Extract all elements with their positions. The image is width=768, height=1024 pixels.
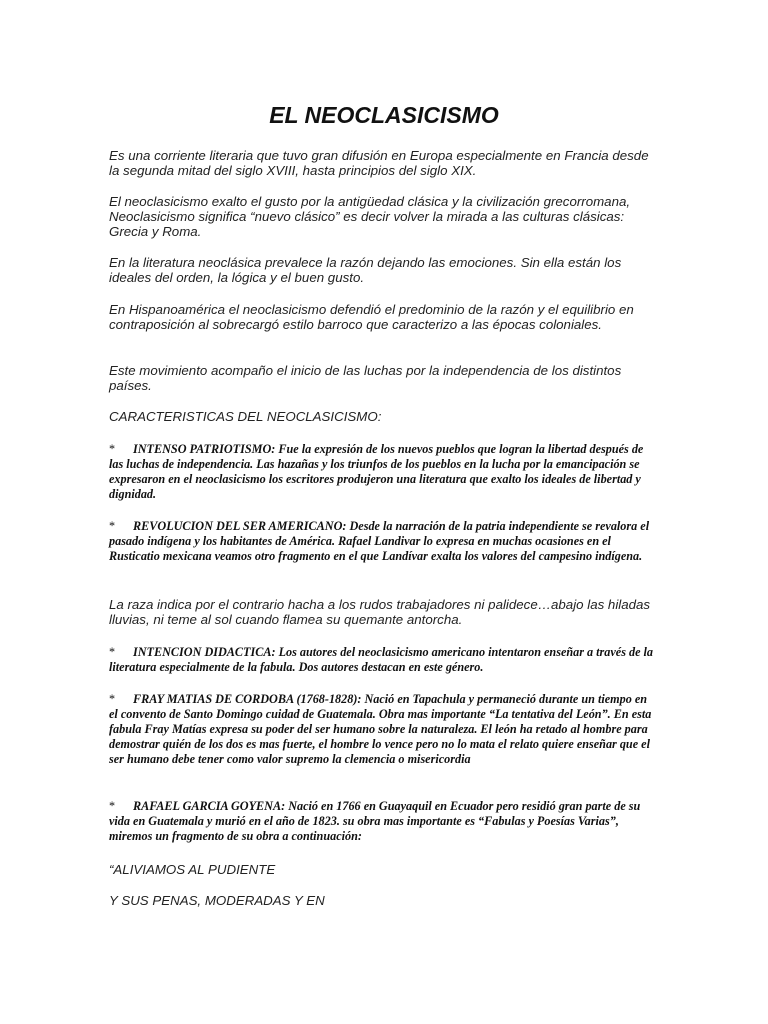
paragraph-antiquity: El neoclasicismo exalto el gusto por la antigüedad clásica y la civilización grecorromana, Neoclasicismo significa “nuevo clásico” es decir volver la mirada a las culturas clásicas: Grecia y Roma. <box>109 194 631 239</box>
bullet-item-fray-matias <box>109 692 657 767</box>
bullet-marker: * <box>109 645 116 659</box>
verse-line-1: “ALIVIAMOS AL PUDIENTE <box>109 862 276 877</box>
document-title: EL NEOCLASICISMO <box>269 102 499 128</box>
section-heading: CARACTERISTICAS DEL NEOCLASICISMO: <box>109 409 382 424</box>
bullet-text: FRAY MATIAS DE CORDOBA (1768-1828): Nació en Tapachula y permaneció durante un tiempo en el convento de Santo Domingo cuidad de Guatemala. Obra mas importante “La tentativa del León”. En esta fabula Fray Matías expresa su poder del ser humano sobre la naturaleza. El león ha retado al hombre para demostrar quién de los dos es mas fuerte, el hombre lo vence pero no lo mata el relato quiere enseñar que el ser humano debe tener como valor supremo la clemencia o misericordia <box>109 692 652 766</box>
bullet-text: INTENSO PATRIOTISMO: Fue la expresión de los nuevos pueblos que logran la libertad después de las luchas de independencia. Las hazañas y los triunfos de los pueblos en la lucha por la emancipación se expresaron en el neoclasicismo los escritores produjeron una literatura que exalto los ideales de libertad y dignidad. <box>109 442 644 501</box>
paragraph-independence: Este movimiento acompaño el inicio de las luchas por la independencia de los distintos países. <box>109 363 622 393</box>
bullet-item-didactic <box>109 645 657 675</box>
bullet-text: REVOLUCION DEL SER AMERICANO: Desde la narración de la patria independiente se revalora el pasado indígena y los habitantes de América. Rafael Landivar lo expresa en muchas ocasiones en el Rusticatio mexicana veamos otro fragmento en el que Landívar exalta los valores del campesino indígena. <box>109 519 650 563</box>
bullet-item-garcia-goyena <box>109 799 657 844</box>
verse-line-2: Y SUS PENAS, MODERADAS Y EN <box>109 893 325 908</box>
bullet-text: RAFAEL GARCIA GOYENA: Nació en 1766 en Guayaquil en Ecuador pero residió gran parte de su vida en Guatemala y murió en el año de 1823. su obra mas importante es “Fabulas y Poesías Varias”, miremos un fragmento de su obra a continuación: <box>109 799 641 843</box>
bullet-marker: * <box>109 519 116 533</box>
bullet-item-patriotism <box>109 442 657 502</box>
paragraph-definition: Es una corriente literaria que tuvo gran difusión en Europa especialmente en Francia desde la segunda mitad del siglo XVIII, hasta principios del siglo XIX. <box>109 148 649 178</box>
paragraph-reason: En la literatura neoclásica prevalece la razón dejando las emociones. Sin ella están los ideales del orden, la lógica y el buen gusto. <box>109 255 622 285</box>
bullet-item-american-being <box>109 519 657 564</box>
quote-paragraph: La raza indica por el contrario hacha a los rudos trabajadores ni palidece…abajo las hiladas lluvias, ni teme al sol cuando flamea su quemante antorcha. <box>109 597 651 627</box>
bullet-marker: * <box>109 799 116 813</box>
bullet-text: INTENCION DIDACTICA: Los autores del neoclasicismo americano intentaron enseñar a través de la literatura especialmente de la fabula. Dos autores destacan en este género. <box>109 645 654 674</box>
paragraph-hispanoamerica: En Hispanoamérica el neoclasicismo defendió el predominio de la razón y el equilibrio en contraposición al sobrecargó estilo barroco que caracterizo a las épocas coloniales. <box>109 302 634 332</box>
bullet-marker: * <box>109 692 116 706</box>
bullet-marker: * <box>109 442 116 456</box>
